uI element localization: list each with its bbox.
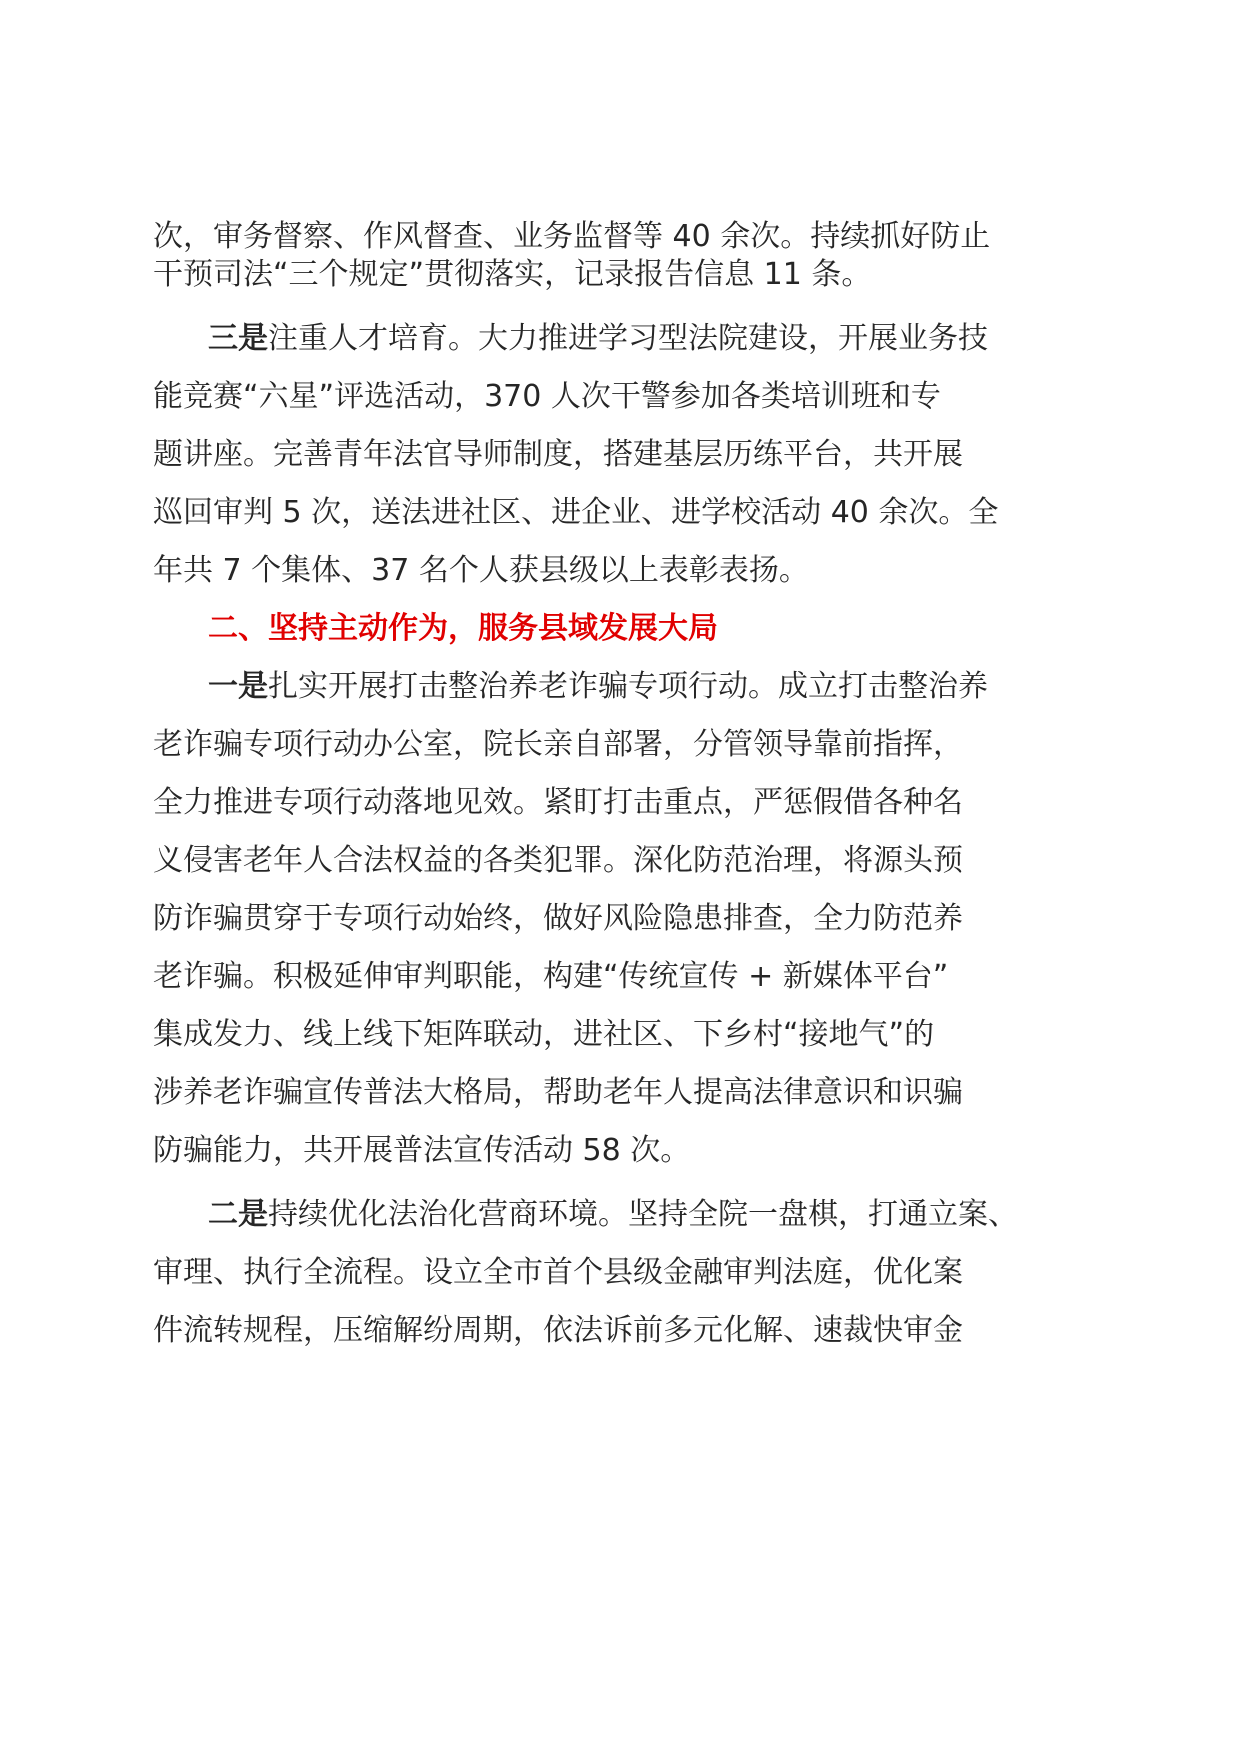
body-line: 义侵害老年人合法权益的各类犯罪。深化防范治理，将源头预 <box>153 843 963 878</box>
body-line: 次，审务督察、作风督查、业务监督等 40 余次。持续抓好防止 <box>153 219 991 254</box>
lead-in-label: 二是 <box>208 1197 268 1232</box>
body-line: 集成发力、线上线下矩阵联动，进社区、下乡村“接地气”的 <box>153 1017 935 1052</box>
body-line: 防骗能力，共开展普法宣传活动 58 次。 <box>153 1133 691 1168</box>
body-line: 防诈骗贯穿于专项行动始终，做好风险隐患排查，全力防范养 <box>153 901 963 936</box>
lead-in-label: 三是 <box>208 321 268 356</box>
body-line: 审理、执行全流程。设立全市首个县级金融审判法庭，优化案 <box>153 1255 963 1290</box>
body-line: 件流转规程，压缩解纷周期，依法诉前多元化解、速裁快审金 <box>153 1313 963 1348</box>
body-line: 全力推进专项行动落地见效。紧盯打击重点，严惩假借各种名 <box>153 785 963 820</box>
body-line: 老诈骗专项行动办公室，院长亲自部署，分管领导靠前指挥， <box>153 727 963 762</box>
body-line: 题讲座。完善青年法官导师制度，搭建基层历练平台，共开展 <box>153 437 963 472</box>
body-line: 年共 7 个集体、37 名个人获县级以上表彰表扬。 <box>153 553 809 588</box>
paragraph-start: 三是注重人才培育。大力推进学习型法院建设，开展业务技 <box>208 321 988 356</box>
body-line: 涉养老诈骗宣传普法大格局，帮助老年人提高法律意识和识骗 <box>153 1075 963 1110</box>
paragraph-start: 一是扎实开展打击整治养老诈骗专项行动。成立打击整治养 <box>208 669 988 704</box>
section-heading: 二、坚持主动作为，服务县域发展大局 <box>208 611 718 646</box>
lead-in-label: 一是 <box>208 669 268 704</box>
body-line: 巡回审判 5 次，送法进社区、进企业、进学校活动 40 余次。全 <box>153 495 999 530</box>
body-line: 干预司法“三个规定”贯彻落实，记录报告信息 11 条。 <box>153 257 872 292</box>
body-line: 能竞赛“六星”评选活动，370 人次干警参加各类培训班和专 <box>153 379 941 414</box>
paragraph-start: 二是持续优化法治化营商环境。坚持全院一盘棋，打通立案、 <box>208 1197 1018 1232</box>
body-line: 老诈骗。积极延伸审判职能，构建“传统宣传 + 新媒体平台” <box>153 959 949 994</box>
